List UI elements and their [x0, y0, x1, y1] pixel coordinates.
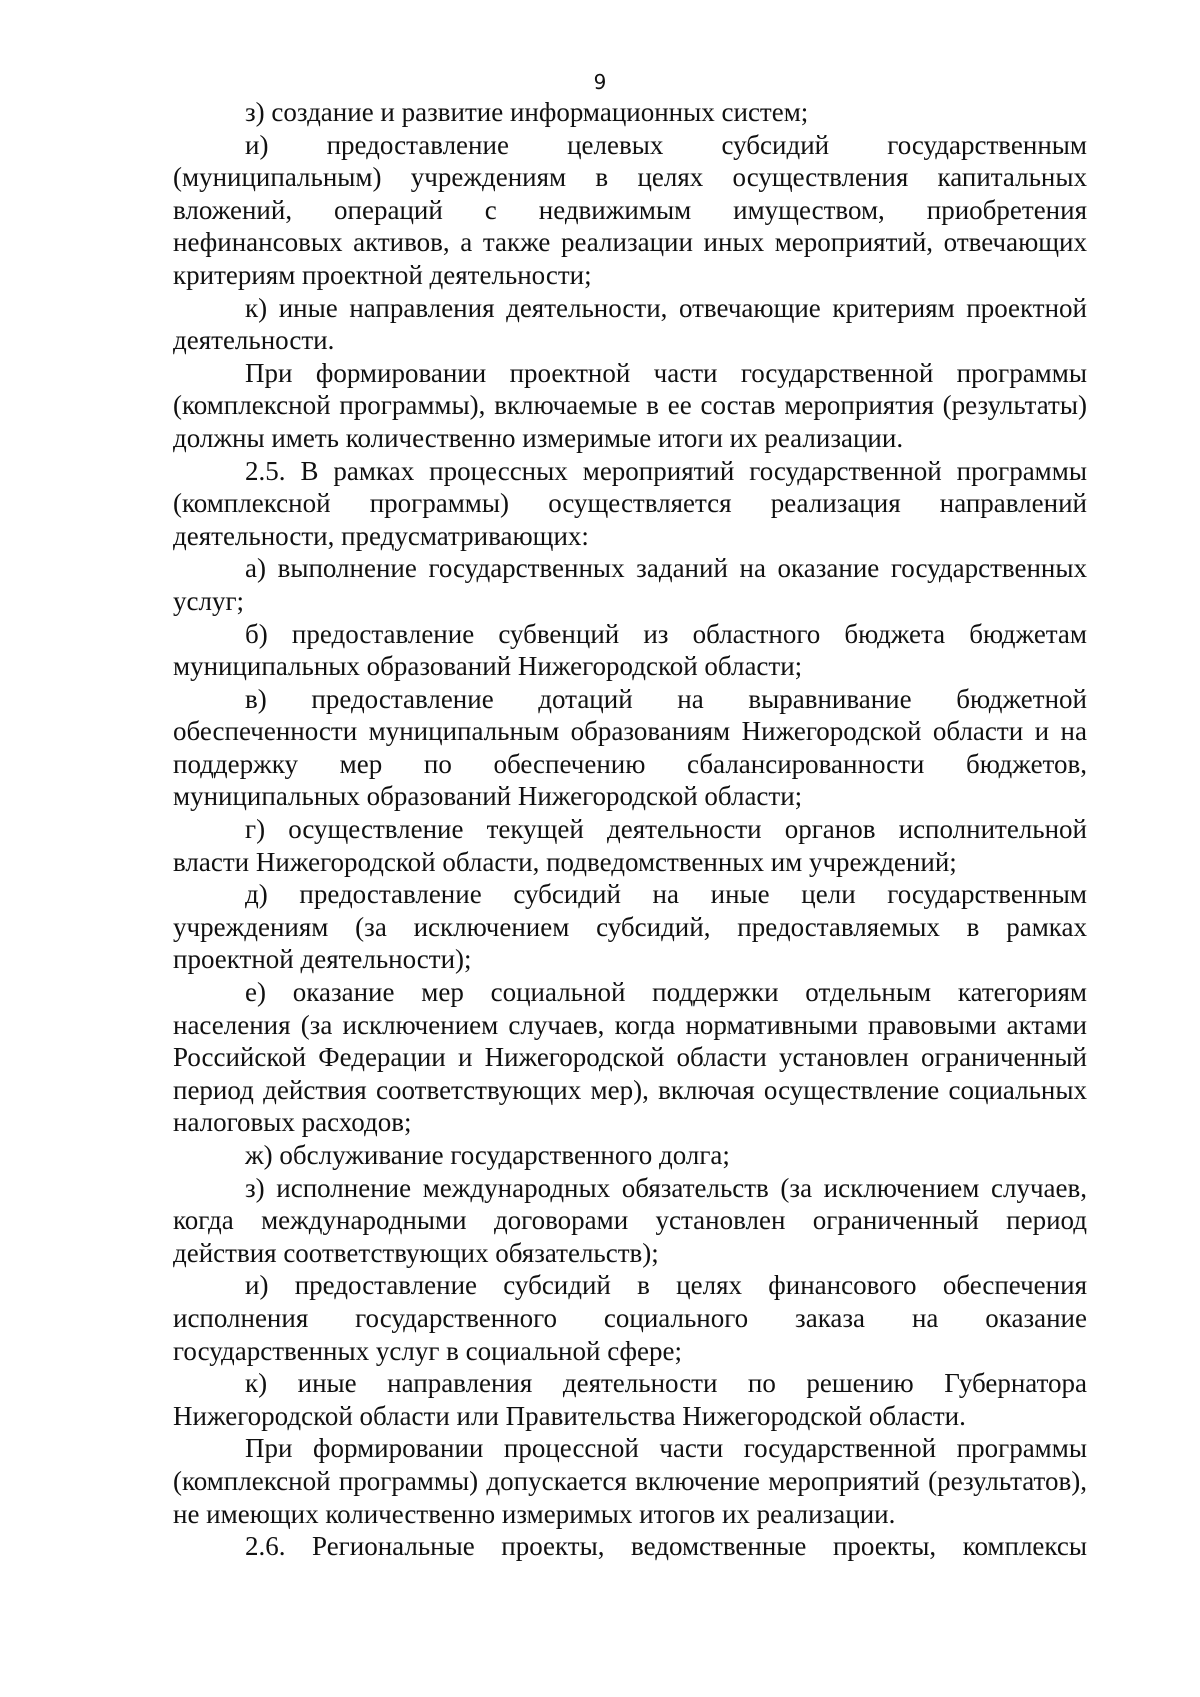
paragraph-k-other-project-directions: к) иные направления деятельности, отвечающие критериям проектной деятельности. [173, 292, 1087, 356]
paragraph-project-part-formation: При формировании проектной части государственной программы (комплексной программы), включаемые в ее состав мероприятия (результаты) должны иметь количественно измеримые итоги их реализации. [173, 357, 1087, 453]
paragraph-e-social-support: е) оказание мер социальной поддержки отдельным категориям населения (за исключением случаев, когда нормативными правовыми актами Российской Федерации и Нижегородской области установлен ограниченный период действия соответствующих мер), включая осуществление социальных налоговых расходов; [173, 977, 1087, 1138]
paragraph-zh-debt-service: ж) обслуживание государственного долга; [245, 1140, 730, 1170]
paragraph-z-international-obligations: з) исполнение международных обязательств (за исключением случаев, когда международными договорами установлен ограниченный период действия соответствующих обязательств); [173, 1172, 1087, 1268]
page-number: 9 [593, 70, 607, 94]
paragraph-k-governor-decision: к) иные направления деятельности по решению Губернатора Нижегородской области или Правительства Нижегородской области. [173, 1368, 1087, 1431]
paragraph-d-subsidies-other-goals: д) предоставление субсидий на иные цели государственным учреждениям (за исключением субсидий, предоставляемых в рамках проектной деятельности); [173, 879, 1087, 975]
paragraph-a-state-assignments: а) выполнение государственных заданий на оказание государственных услуг; [173, 553, 1087, 616]
paragraph-g-current-activity: г) осуществление текущей деятельности органов исполнительной власти Нижегородской области, подведомственных им учреждений; [173, 814, 1087, 877]
paragraph-v-subsidies-balancing: в) предоставление дотаций на выравнивание бюджетной обеспеченности муниципальным образованиям Нижегородской области и на поддержку мер по обеспечению сбалансированности бюджетов, муниципальных образований Нижегородской области; [173, 683, 1087, 812]
paragraph-i-target-subsidies: и) предоставление целевых субсидий государственным (муниципальным) учреждениям в целях осуществления капитальных вложений, операций с недвижимым имуществом, приобретения нефинансовых активов, а также реализации иных мероприятий, отвечающих критериям проектной деятельности; [173, 129, 1087, 290]
document-body [173, 96, 1087, 1563]
paragraph-2-6-regional-projects: 2.6. Региональные проекты, ведомственные проекты, комплексы [245, 1531, 1087, 1562]
paragraph-z-information-systems: з) создание и развитие информационных систем; [245, 97, 809, 127]
paragraph-process-part-formation: При формировании процессной части государственной программы (комплексной программы) допускается включение мероприятий (результатов), не имеющих количественно измеримых итогов их реализации. [173, 1433, 1087, 1529]
paragraph-i-social-order: и) предоставление субсидий в целях финансового обеспечения исполнения государственного социального заказа на оказание государственных услуг в социальной сфере; [173, 1270, 1087, 1366]
paragraph-2-5-process-activities: 2.5. В рамках процессных мероприятий государственной программы (комплексной программы) осуществляется реализация направлений деятельности, предусматривающих: [173, 455, 1087, 551]
paragraph-b-subventions: б) предоставление субвенций из областного бюджета бюджетам муниципальных образований Нижегородской области; [173, 618, 1087, 682]
